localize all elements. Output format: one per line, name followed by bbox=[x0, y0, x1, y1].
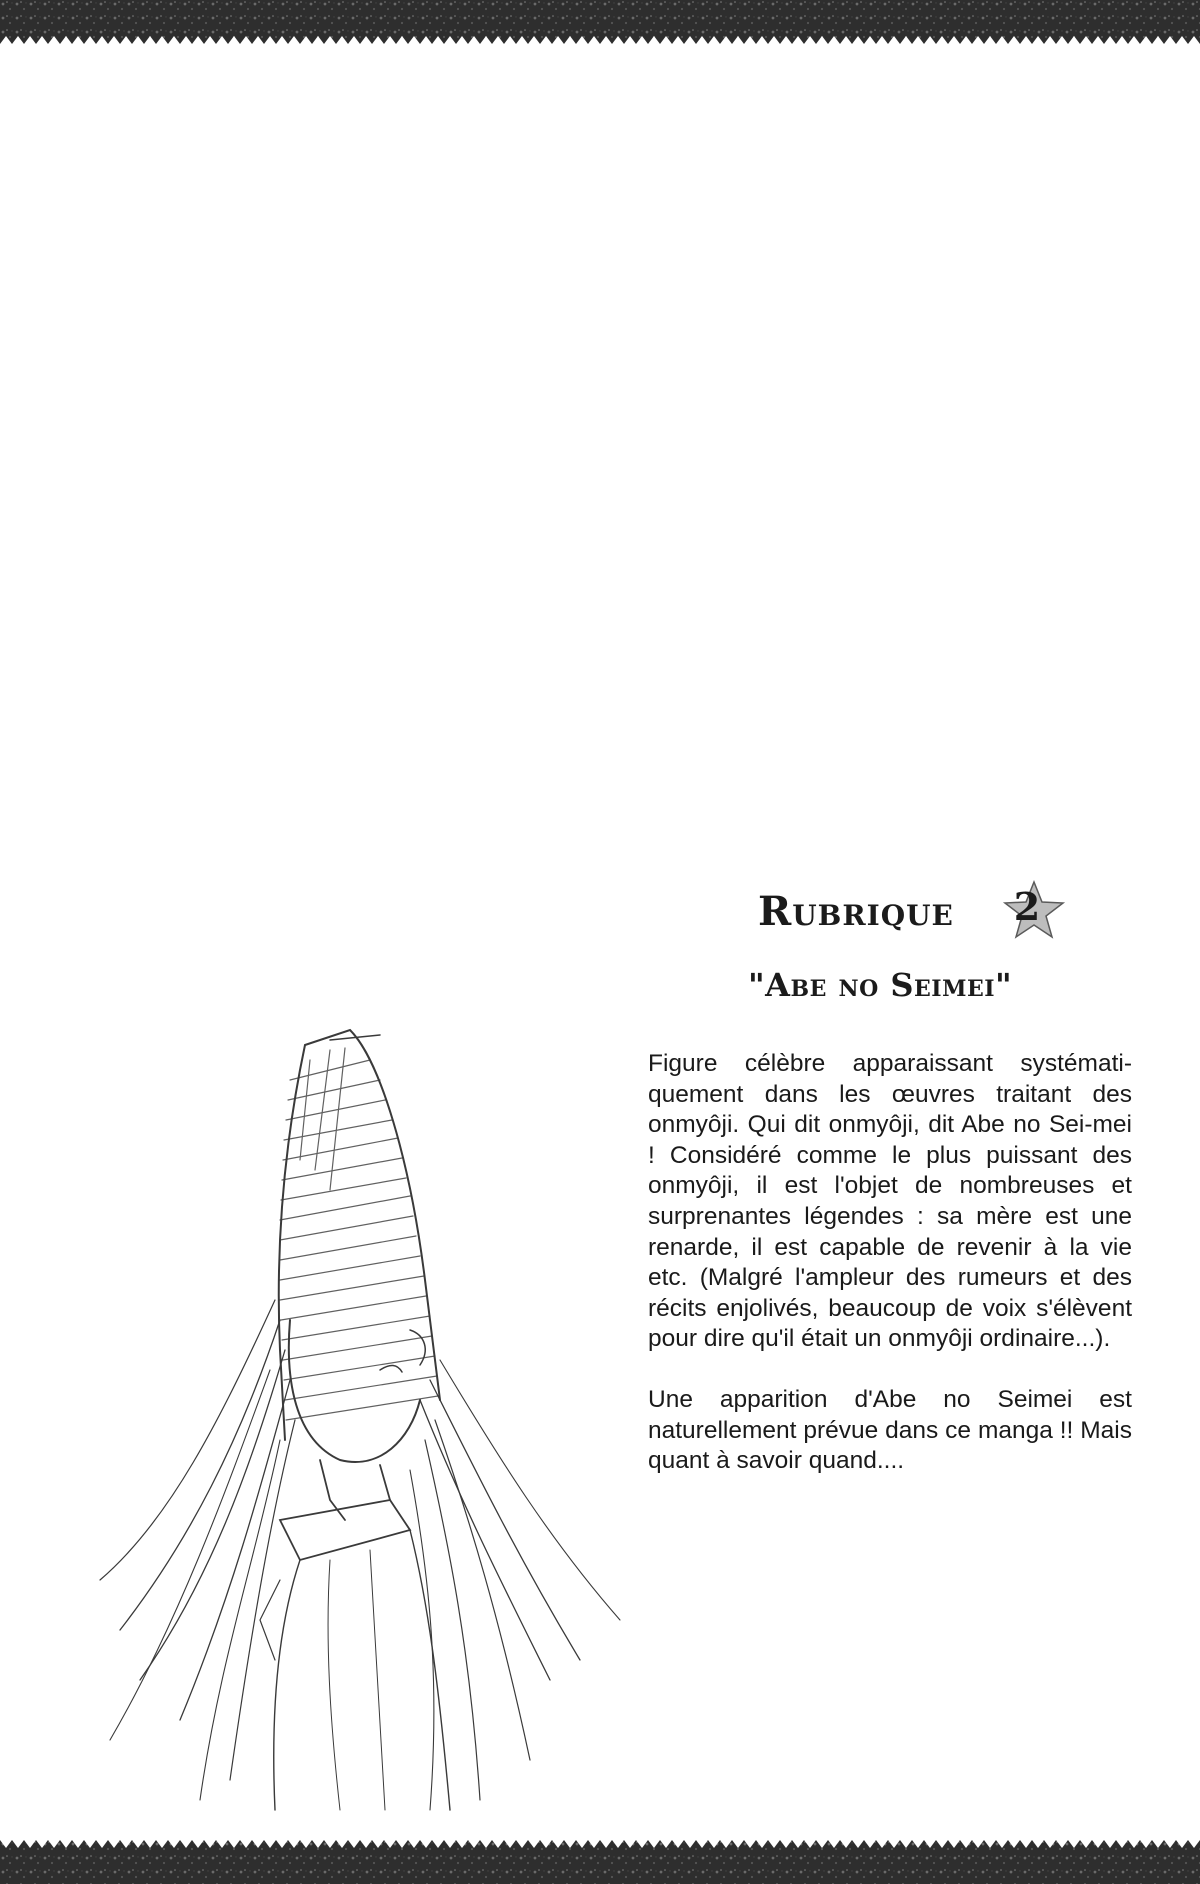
seimei-sketch bbox=[80, 1020, 700, 1820]
rubrique-label: Rubrique bbox=[758, 888, 954, 935]
article-subtitle: "Abe no Seimei" bbox=[748, 966, 1013, 1004]
top-border-band bbox=[0, 0, 1200, 72]
top-border-pattern bbox=[0, 0, 1200, 72]
rubrique-number: 2 bbox=[1013, 884, 1041, 929]
article-body bbox=[648, 1049, 1132, 1477]
bottom-border-band bbox=[0, 1812, 1200, 1884]
article-paragraph-2: Une apparition d'Abe no Seimei est naturellement prévue dans ce manga !! Mais quant à savoir quand.... bbox=[648, 1385, 1132, 1475]
article-paragraph-1: Figure célèbre apparaissant systémati-quement dans les œuvres traitant des onmyôji. Qui dit onmyôji, dit Abe no Sei-mei ! Considéré comme le plus puissant des onmyôji, il est l'objet de nombreuses et surprenantes légendes : sa mère est une renarde, il est capable de revenir à la vie etc. (Malgré l'ampleur des rumeurs et des récits enjolivés, beaucoup de voix s'élèvent pour dire qu'il était un onmyôji ordinaire...). bbox=[648, 1050, 1132, 1353]
rubrique-number-badge bbox=[1001, 878, 1067, 944]
bottom-border-pattern bbox=[0, 1812, 1200, 1884]
sketch-illustration bbox=[80, 1020, 700, 1820]
rubrique-heading bbox=[758, 884, 1058, 958]
